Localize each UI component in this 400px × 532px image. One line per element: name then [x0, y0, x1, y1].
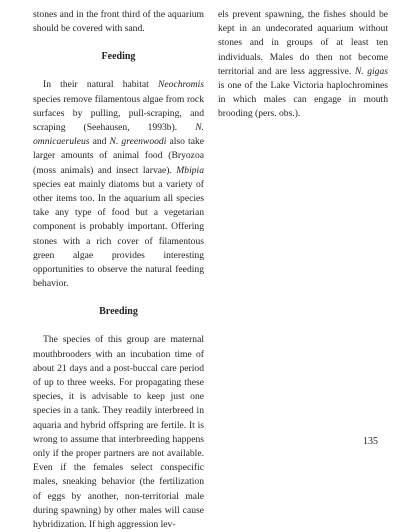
right-text-1: els prevent spawning, the fishes should be kept in an undecorated aquarium without stones and in groups of at least ten individuals. Males do then not become territorial and are less aggressive.	[218, 9, 388, 77]
feeding-text-5: species eat mainly diatoms but a variety of other items too. In the aquarium all species take any type of food but a vegetarian component is probably important. Offering stones with a rich cover of filamentous green algae provides interesting opportunities to observe the natural feeding behavior.	[33, 178, 204, 290]
feeding-text-3: and	[89, 136, 110, 148]
feeding-text-1: In their natural habitat	[43, 79, 158, 91]
right-paragraph	[218, 8, 388, 122]
right-text-2: is one of the Lake Victoria haplochromines in which males can engage in mouth brooding (pers. obs.).	[218, 80, 388, 120]
right-column	[218, 8, 388, 122]
species-greenwoodi: N. greenwoodi	[109, 136, 167, 148]
species-gigas: N. gigas	[354, 65, 388, 77]
feeding-text-4: also take larger amounts of animal food (Bryozoa (moss animals) and insect larvae).	[33, 136, 205, 176]
intro-paragraph: stones and in the front third of the aquarium should be covered with sand.	[33, 9, 204, 35]
feeding-heading: Feeding	[101, 51, 136, 63]
page-number: 135	[363, 436, 378, 447]
genus-neochromis: Neochromis	[157, 79, 204, 91]
feeding-paragraph	[33, 78, 204, 291]
feeding-text-2: species remove filamentous algae from rock surfaces by pulling, pull-scraping, and scraping (Seehausen, 1993b).	[33, 93, 204, 134]
breeding-heading: Breeding	[99, 306, 138, 318]
genus-mbipia: Mbipia	[176, 164, 204, 176]
species-omnicaeruleus: N. omnicaeruleus	[33, 122, 204, 148]
left-column	[33, 8, 204, 532]
breeding-paragraph: The species of this group are maternal mouthbrooders with an incubation time of about 21 days and a post-buccal care period of up to three weeks. For propagating these species, it is advisable to keep just one species in a tank. They readily interbreed in aquaria and hybrid offspring are fertile. It is wrong to assume that interbreeding happens only if the proper partners are not available. Even if the females select conspecific males, sneaking behavior (the fertilization of eggs by another, non-territorial male during spawning) by other males will cause hybridization. If high aggression lev-	[33, 334, 204, 531]
